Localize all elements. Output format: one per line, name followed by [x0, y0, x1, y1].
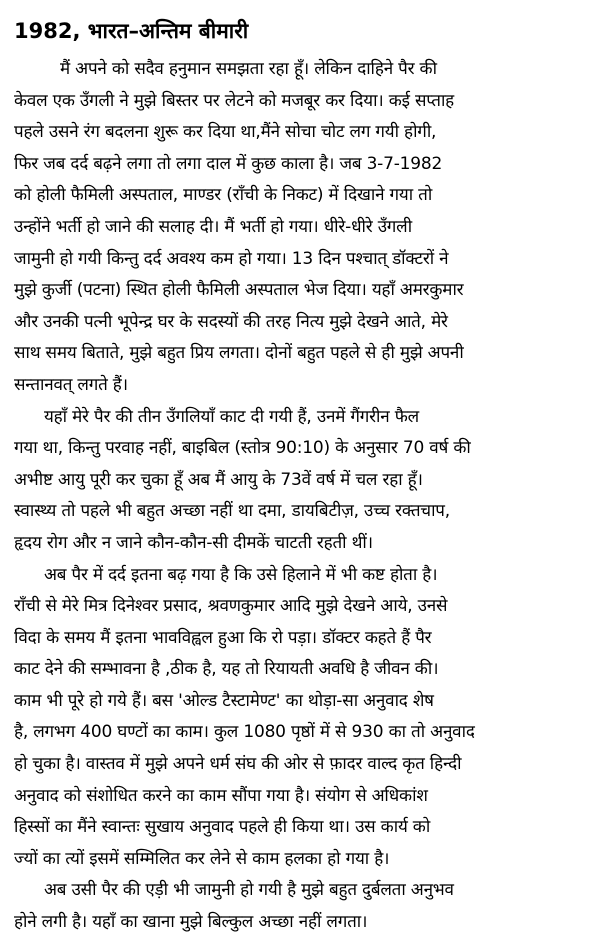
text-line: सन्तानवत् लगते हैं।: [14, 374, 128, 395]
text-line: हो चुका है। वास्तव में मुझे अपने धर्म संघ की ओर से फ़ादर वाल्द कृत हिन्दी: [14, 754, 462, 775]
text-line: गया था, किन्तु परवाह नहीं, बाइबिल (स्तोत्र 90:10) के अनुसार 70 वर्ष की: [14, 438, 471, 459]
chapter-heading: 1982, भारत–अन्तिम बीमारी: [14, 19, 249, 43]
text-line: जामुनी हो गयी किन्तु दर्द अवश्य कम हो गया। 13 दिन पश्चात् डॉक्टरों ने: [14, 248, 449, 269]
text-line: को होली फैमिली अस्पताल, माण्डर (राँची के निकट) में दिखाने गया तो: [14, 185, 433, 206]
text-line: अनुवाद को संशोधित करने का काम सौंपा गया है। संयोग से अधिकांश: [14, 785, 428, 806]
text-line: उन्होंने भर्ती हो जाने की सलाह दी। मैं भर्ती हो गया। धीरे-धीरे उँगली: [14, 216, 412, 237]
text-line: अब उसी पैर की एड़ी भी जामुनी हो गयी है मुझे बहुत दुर्बलता अनुभव: [44, 880, 454, 901]
text-line: यहाँ मेरे पैर की तीन उँगलियाँ काट दी गयी हैं, उनमें गैंगरीन फैल: [44, 406, 419, 427]
text-line: मैं अपने को सदैव हनुमान समझता रहा हूँ। लेकिन दाहिने पैर की: [60, 59, 437, 79]
text-line: हृदय रोग और न जाने कौन-कौन-सी दीमकें चाटती रहती थीं।: [14, 532, 373, 553]
text-line: विदा के समय मैं इतना भावविह्वल हुआ कि रो पड़ा। डॉक्टर कहते हैं पैर: [14, 627, 432, 648]
text-line: राँची से मेरे मित्र दिनेश्वर प्रसाद, श्रवणकुमार आदि मुझे देखने आये, उनसे: [14, 596, 448, 617]
text-line: स्वास्थ्य तो पहले भी बहुत अच्छा नहीं था दमा, डायबिटीज़, उच्च रक्तचाप,: [14, 501, 450, 522]
text-line: ज्यों का त्यों इसमें सम्मिलित कर लेने से काम हलका हो गया है।: [14, 848, 390, 869]
text-line: होने लगी है। यहाँ का खाना मुझे बिल्कुल अच्छा नहीं लगता।: [14, 912, 368, 933]
text-line: अब पैर में दर्द इतना बढ़ गया है कि उसे हिलाने में भी कष्ट होता है।: [44, 564, 438, 585]
text-line: है, लगभग 400 घण्टों का काम। कुल 1080 पृष्ठों में से 930 का तो अनुवाद: [14, 722, 475, 743]
text-line: पहले उसने रंग बदलना शुरू कर दिया था,मैंने सोचा चोट लग गयी होगी,: [14, 122, 437, 143]
text-line: और उनकी पत्नी भूपेन्द्र घर के सदस्यों की तरह नित्य मुझे देखने आते, मेरे: [14, 311, 448, 332]
text-line: साथ समय बिताते, मुझे बहुत प्रिय लगता। दोनों बहुत पहले से ही मुझे अपनी: [14, 343, 464, 364]
text-line: हिस्सों का मैंने स्वान्तः सुखाय अनुवाद पहले ही किया था। उस कार्य को: [14, 817, 431, 838]
text-line: अभीष्ट आयु पूरी कर चुका हूँ अब मैं आयु के 73वें वर्ष में चल रहा हूँ।: [14, 469, 423, 490]
text-line: फिर जब दर्द बढ़ने लगा तो लगा दाल में कुछ काला है। जब 3-7-1982: [14, 153, 443, 174]
text-line: काम भी पूरे हो गये हैं। बस 'ओल्ड टैस्टामेण्ट' का थोड़ा-सा अनुवाद शेष: [14, 690, 434, 711]
text-line: मुझे कुर्जी (पटना) स्थित होली फैमिली अस्पताल भेज दिया। यहाँ अमरकुमार: [14, 280, 464, 301]
body-text: [14, 54, 590, 939]
text-line: काट देने की सम्भावना है ,ठीक है, यह तो रियायती अवधि है जीवन की।: [14, 659, 439, 680]
text-line: केवल एक उँगली ने मुझे बिस्तर पर लेटने को मजबूर कर दिया। कई सप्ताह: [14, 90, 455, 111]
